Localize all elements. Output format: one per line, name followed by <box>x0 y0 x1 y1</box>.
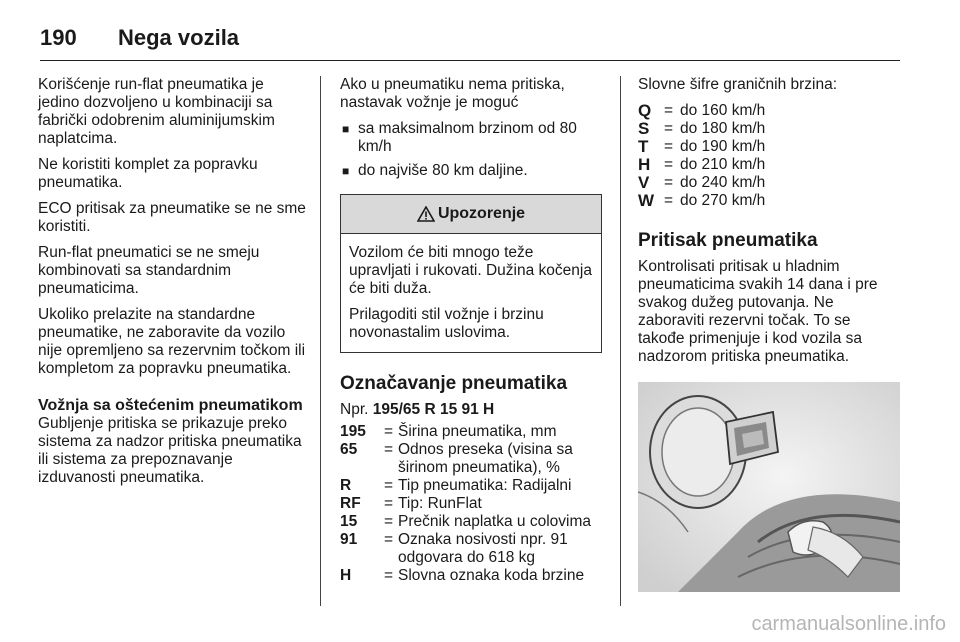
code-sep: = <box>664 102 674 119</box>
watermark: carmanualsonline.info <box>751 613 946 635</box>
section-heading-tyre-pressure: Pritisak pneumatika <box>638 230 818 251</box>
paragraph: Korišćenje run-flat pneumatika je jedino dozvoljeno u kombinaciji sa fabrički odobrenim aluminijumskim naplatcima. <box>38 76 275 147</box>
list-item <box>340 441 602 477</box>
code-sep: = <box>664 138 674 155</box>
code-key: 91 <box>340 531 358 548</box>
speed-code-list <box>638 102 900 210</box>
list-item: ■ sa maksimalnom brzinom od 80 km/h <box>342 120 577 155</box>
section-heading-damaged-tyre: Vožnja sa oštećenim pneumatikom <box>38 397 303 414</box>
code-sep: = <box>384 477 394 494</box>
code-key: 15 <box>340 513 358 530</box>
paragraph: Slovne šifre graničnih brzina: <box>638 76 838 93</box>
warning-box <box>340 194 602 353</box>
list-item <box>340 531 602 567</box>
code-sep: = <box>384 531 394 548</box>
code-sep: = <box>384 513 394 530</box>
code-key: Q <box>638 101 652 120</box>
header-divider <box>40 60 900 61</box>
code-value: do 240 km/h <box>680 174 766 191</box>
list-item <box>638 120 900 138</box>
list-item <box>340 513 602 531</box>
page-header <box>40 18 920 58</box>
code-sep: = <box>664 174 674 191</box>
warning-header <box>341 195 601 234</box>
column-right <box>638 76 900 592</box>
paragraph: Run-flat pneumatici se ne smeju kombinovati sa standardnim pneumaticima. <box>38 244 260 297</box>
code-sep: = <box>384 423 394 440</box>
page-title: Nega vozila <box>118 25 240 50</box>
code-value: Slovna oznaka koda brzine <box>398 567 585 584</box>
column-divider <box>620 76 621 606</box>
list-item <box>638 102 900 120</box>
code-key: S <box>638 119 650 138</box>
bullet-icon: ■ <box>342 164 350 178</box>
code-sep: = <box>384 495 394 512</box>
column-middle <box>340 76 602 585</box>
code-value: do 180 km/h <box>680 120 766 137</box>
paragraph: Ako u pneumatiku nema pritiska, nastavak vožnje je moguć <box>340 76 565 111</box>
warning-paragraph: Prilagoditi stil vožnje i brzinu novonastalim uslovima. <box>349 306 544 341</box>
list-item <box>638 192 900 210</box>
page-number: 190 <box>40 25 77 50</box>
code-key: T <box>638 137 649 156</box>
code-sep: = <box>384 441 394 458</box>
code-key: 195 <box>340 423 366 440</box>
list-item <box>340 423 602 441</box>
code-key: H <box>340 567 352 584</box>
code-value: Tip pneumatika: Radijalni <box>398 477 572 494</box>
list-item <box>638 138 900 156</box>
code-key: V <box>638 173 650 192</box>
section-heading-tyre-marking: Označavanje pneumatika <box>340 373 568 394</box>
warning-triangle-icon <box>417 206 435 222</box>
code-sep: = <box>664 192 674 209</box>
code-value: do 210 km/h <box>680 156 766 173</box>
code-value: do 270 km/h <box>680 192 766 209</box>
list-item <box>638 156 900 174</box>
code-key: W <box>638 191 655 210</box>
paragraph: Gubljenje pritiska se prikazuje preko sistema za nadzor pritiska pneumatika ili sistema za prepoznavanje izduvanosti pneumatika. <box>38 415 302 486</box>
code-key: RF <box>340 495 361 512</box>
list-item <box>340 477 602 495</box>
code-sep: = <box>664 156 674 173</box>
paragraph: ECO pritisak za pneumatike se ne sme koristiti. <box>38 200 306 235</box>
code-value: Odnos preseka (visina sa širinom pneumatika), % <box>398 441 573 476</box>
tyre-code-list <box>340 423 602 585</box>
list-item <box>340 495 602 513</box>
code-value: do 160 km/h <box>680 102 766 119</box>
paragraph: Ne koristiti komplet za popravku pneumatika. <box>38 156 258 191</box>
code-key: H <box>638 155 651 174</box>
code-key: 65 <box>340 441 358 458</box>
example-line: Npr. 195/65 R 15 91 H <box>340 401 495 418</box>
tyre-valve-illustration <box>638 382 900 592</box>
column-divider <box>320 76 321 606</box>
code-value: Širina pneumatika, mm <box>398 423 557 440</box>
code-sep: = <box>384 567 394 584</box>
bullet-icon: ■ <box>342 122 350 136</box>
warning-paragraph: Vozilom će biti mnogo teže upravljati i rukovati. Dužina kočenja će biti duža. <box>349 244 592 297</box>
warning-title: Upozorenje <box>437 205 526 222</box>
column-left <box>38 76 306 495</box>
code-key: R <box>340 477 352 494</box>
list-item: ■ do najviše 80 km daljine. <box>342 162 528 179</box>
list-item <box>340 567 602 585</box>
code-value: Tip: RunFlat <box>398 495 482 512</box>
list-item <box>638 174 900 192</box>
code-sep: = <box>664 120 674 137</box>
example-code: 195/65 R 15 91 H <box>372 401 495 418</box>
code-value: do 190 km/h <box>680 138 766 155</box>
paragraph: Kontrolisati pritisak u hladnim pneumaticima svakih 14 dana i pre svakog dužeg putovanja. Ne zaboraviti rezervni točak. To se takođe primenjuje i kod vozila sa nadzorom pritiska pneumatika. <box>638 258 878 365</box>
paragraph: Ukoliko prelazite na standardne pneumatike, ne zaboravite da vozilo nije opremljeno sa rezervnim točkom ili kompletom za popravku pneumatika. <box>38 306 306 377</box>
code-value: Prečnik naplatka u colovima <box>398 513 591 530</box>
code-value: Oznaka nosivosti npr. 91 odgovara do 618 kg <box>398 531 568 566</box>
